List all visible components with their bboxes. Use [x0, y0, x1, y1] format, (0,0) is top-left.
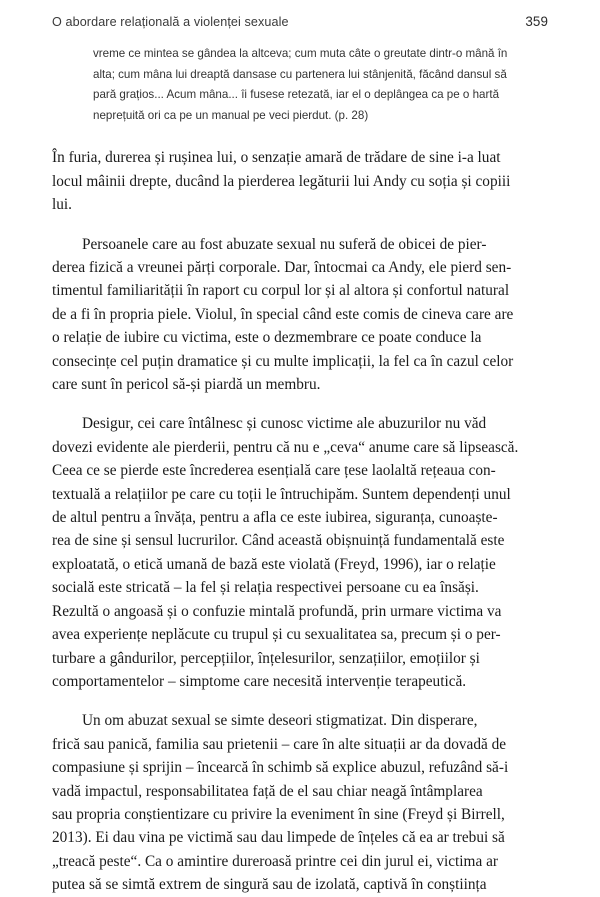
text-line: derea fizică a vreunei părți corporale. Dar, întocmai ca Andy, ele pierd sen-: [52, 259, 512, 276]
block-quote: [52, 44, 548, 126]
running-head-title: O abordare relațională a violenței sexuale: [52, 15, 289, 29]
block-quote-line: vreme ce mintea se gândea la altceva; cum muta câte o greutate dintr-o mână în: [93, 47, 508, 60]
text-line: consecințe cel puțin dramatice și cu multe implicații, la fel ca în cazul celor: [52, 352, 514, 370]
paragraph-gap: [52, 217, 548, 233]
text-line: vadă impactul, responsabilitatea față de el sau chiar neagă întâmplarea: [52, 782, 483, 800]
text-line: lui.: [52, 196, 72, 214]
running-head: [52, 14, 548, 29]
block-quote-line: alta; cum mâna lui dreaptă dansase cu partenera lui stânjenită, făcând dansul să: [93, 67, 507, 81]
text-line: o relație de iubire cu victima, este o dezmembrare ce poate conduce la: [52, 329, 482, 347]
body-text: [52, 146, 548, 896]
paragraph-4: [52, 709, 548, 896]
text-line: În furia, durerea și rușinea lui, o senzație amară de trădare de sine i-a luat: [52, 149, 501, 167]
text-line: sau propria conștientizare cu privire la eveniment în sine (Freyd și Birrell,: [52, 805, 505, 823]
text-line: avea experiențe neplăcute cu trupul și cu sexualitatea sa, precum și o per-: [52, 626, 501, 644]
paragraph-gap: [52, 693, 548, 709]
text-line: rea de sine și sensul lucrurilor. Când această obișnuință fundamentală este: [52, 532, 505, 550]
text-line: timentul familiarității în raport cu corpul lor și al altora și confortul natural: [52, 282, 510, 300]
text-column: [52, 44, 548, 897]
text-line: Desigur, cei care întâlnesc și cunosc victime ale abuzurilor nu văd: [82, 415, 487, 433]
block-quote-line: pară grațios... Acum mâna... îi fusese retezată, iar el o deplângea ca pe o hartă: [93, 88, 500, 102]
text-line: comportamentelor – simptome care necesită intervenție terapeutică.: [52, 672, 467, 690]
paragraph-1: [52, 146, 548, 216]
text-line: 2013). Ei dau vina pe victimă sau dau limpede de înțeles că ea ar trebui să: [52, 829, 505, 847]
paragraph-2: [52, 233, 548, 397]
text-line: locul mâinii drepte, ducând la pierderea legăturii lui Andy cu soția și copiii: [52, 172, 511, 190]
text-line: Un om abuzat sexual se simte deseori stigmatizat. Din disperare,: [82, 712, 478, 730]
text-line: Rezultă o angoasă și o confuzie mintală profundă, prin urmare victima va: [52, 602, 502, 620]
text-line: „treacă peste“. Ca o amintire dureroasă printre cei din jurul ei, victima ar: [52, 852, 498, 870]
text-line: frică sau panică, familia sau prietenii – care în alte situații ar da dovadă de: [52, 735, 507, 753]
text-line: dovezi evidente ale pierderii, pentru că nu e „ceva“ anume care să lipsească.: [52, 438, 519, 456]
text-line: Persoanele care au fost abuzate sexual nu suferă de obicei de pier-: [82, 235, 487, 253]
text-line: de altul pentru a învăța, pentru a afla ce este iubirea, siguranța, cunoaște-: [52, 509, 498, 527]
block-quote-line: neprețuită ori ca pe un manual pe veci pierdut. (p. 28): [93, 108, 369, 122]
text-line: exploatată, o etică umană de bază este violată (Freyd, 1996), iar o relație: [52, 555, 496, 573]
text-line: turbare a gândurilor, percepțiilor, înțelesurilor, senzațiilor, emoțiilor și: [52, 649, 480, 667]
paragraph-3: [52, 412, 548, 693]
paragraph-gap: [52, 396, 548, 412]
text-line: socială este stricată – la fel și relația respectivei persoane cu ea însăși.: [52, 579, 479, 597]
text-line: Ceea ce se pierde este încrederea esențială care țese laolaltă rețeaua con-: [52, 462, 496, 480]
text-line: de a fi în propria piele. Violul, în special când este comis de cineva care are: [52, 305, 514, 323]
page-number: 359: [525, 14, 548, 29]
text-line: care sunt în pericol să-și piardă un membru.: [52, 376, 321, 394]
text-line: putea să se simtă extrem de singură sau de izolată, captivă în conștiința: [52, 876, 487, 894]
text-line: compasiune și sprijin – încearcă în schimb să explice abuzul, refuzând să-i: [52, 759, 509, 777]
text-line: textuală a relațiilor pe care cu toții le întruchipăm. Suntem dependenți unul: [52, 485, 511, 503]
